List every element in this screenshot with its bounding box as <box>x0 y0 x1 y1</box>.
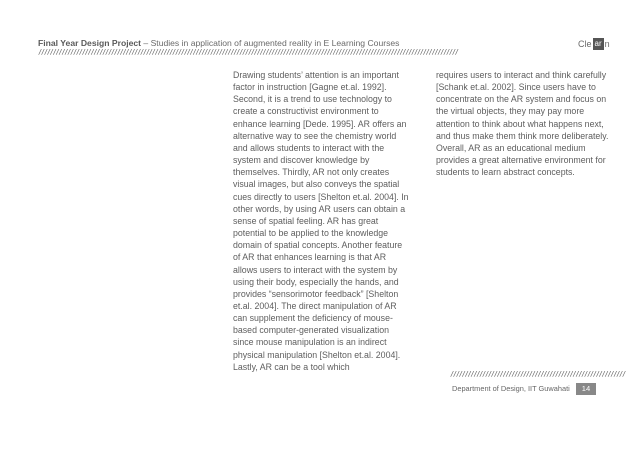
project-subtitle: – Studies in application of augmented reality in E Learning Courses <box>141 38 400 48</box>
footer-slash-rule: //////////////////////////////////////////////////////////// <box>450 370 625 378</box>
logo-prefix: Cle <box>578 39 592 49</box>
logo-suffix: n <box>604 39 610 49</box>
body-column-left <box>233 69 411 373</box>
project-label: Final Year Design Project <box>38 38 142 48</box>
page-number-badge: 14 <box>576 383 596 395</box>
footer-department: Department of Design, IIT Guwahati <box>452 384 570 393</box>
header-slash-rule: //////////////////////////////////////////////////////////////////////////////////////////////////////////////////////////////////////////////// <box>38 48 458 56</box>
logo-boxed-text: ar <box>594 39 602 48</box>
body-paragraph-left: Drawing students’ attention is an important factor in instruction [Gagne et.al. 1992]. Second, it is a trend to use technology to create a constructivist environment to enhance learning [Dede. 1995]. AR offers an alternative way to see the chemistry world and allows students to interact with the system and discover knowledge by themselves. Thirdly, AR not only creates visual images, but also conveys the spatial cues directly to users [Shelton et.al. 2004]. In other words, by using AR users can obtain a sense of spatial feeling. AR has great potential to be applied to the knowledge domain of spatial concepts. Another feature of AR that enhances learning is that AR allows users to interact with the system by using their body, especially the hands, and provides “sensorimotor feedback” [Shelton et.al. 2004]. The direct manipulation of AR can supplement the deficiency of mouse-based computer-generated visualization since mouse manipulation is an indirect physical manipulation [Shelton et.al. 2004]. Lastly, AR can be a tool which <box>233 70 409 372</box>
clear-logo <box>578 38 610 50</box>
body-column-right <box>436 69 612 178</box>
body-paragraph-right: requires users to interact and think carefully [Schank et.al. 2002]. Since users have to concentrate on the AR system and focus on the virtual objects, they may pay more attention to think about what happens next, and thus make them think more deliberately. Overall, AR as an educational medium provides a great alternative environment for students to learn abstract concepts. <box>436 70 609 178</box>
